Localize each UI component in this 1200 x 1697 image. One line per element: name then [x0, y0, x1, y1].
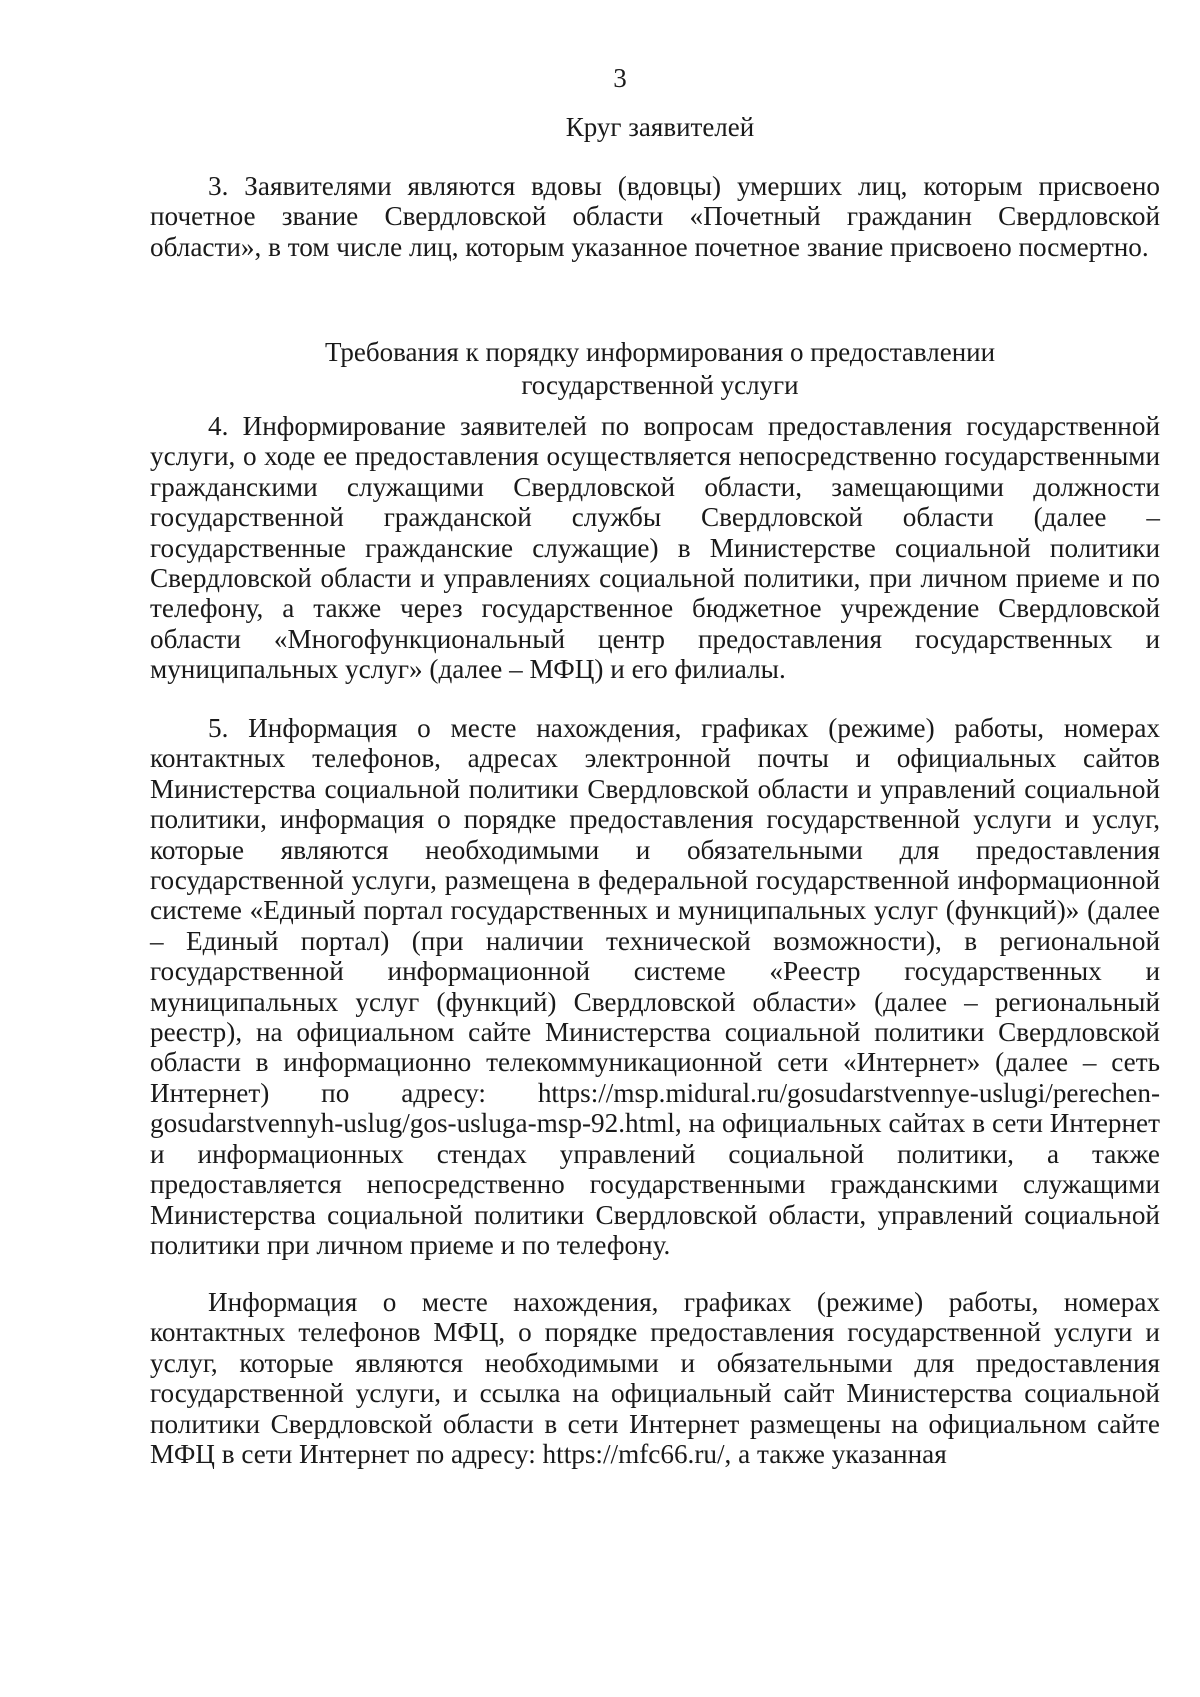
page-number: 3: [613, 63, 627, 93]
paragraph-3-applicants: 3. Заявителями являются вдовы (вдовцы) умерших лиц, которым присвоено почетное звание Свердловской области «Почетный гражданин Свердловской области», в том числе лиц, которым указанное почетное звание присвоено посмертно.: [150, 171, 1160, 262]
section-heading-informing-requirements: [150, 336, 1170, 402]
paragraph-4-informing: 4. Информирование заявителей по вопросам предоставления государственной услуги, о ходе ее предоставления осуществляется непосредственно государственными гражданскими служащими Свердловской области, замещающими должности государственной гражданской службы Свердловской области (далее – государственные гражданские служащие) в Министерстве социальной политики Свердловской области и управлениях социальной политики, при личном приеме и по телефону, а также через государственное бюджетное учреждение Свердловской области «Многофункциональный центр предоставления государственных и муниципальных услуг» (далее – МФЦ) и его филиалы.: [150, 411, 1160, 685]
section-heading-line-1: Требования к порядку информирования о предоставлении: [324, 337, 996, 367]
section-heading-applicants: Круг заявителей: [565, 112, 755, 142]
section-heading-line-2: государственной услуги: [521, 370, 799, 400]
paragraph-mfc-information: Информация о месте нахождения, графиках (режиме) работы, номерах контактных телефонов МФЦ, о порядке предоставления государственной услуги и услуг, которые являются необходимыми и обязательными для предоставления государственной услуги, и ссылка на официальный сайт Министерства социальной политики Свердловской области в сети Интернет размещены на официальном сайте МФЦ в сети Интернет по адресу: https://mfc66.ru/, а также указанная: [150, 1287, 1160, 1470]
paragraph-5-information-placement: 5. Информация о месте нахождения, графиках (режиме) работы, номерах контактных телефонов, адресах электронной почты и официальных сайтов Министерства социальной политики Свердловской области и управлений социальной политики, информация о порядке предоставления государственной услуги и услуг, которые являются необходимыми и обязательными для предоставления государственной услуги, размещена в федеральной государственной информационной системе «Единый портал государственных и муниципальных услуг (функций)» (далее – Единый портал) (при наличии технической возможности), в региональной государственной информационной системе «Реестр государственных и муниципальных услуг (функций) Свердловской области» (далее – региональный реестр), на официальном сайте Министерства социальной политики Свердловской области в информационно телекоммуникационной сети «Интернет» (далее – сеть Интернет) по адресу: https://msp.midural.ru/gosudarstvennye-uslugi/perechen-gosudarstvennyh-uslug/gos-usluga-msp-92.html, на официальных сайтах в сети Интернет и информационных стендах управлений социальной политики, а также предоставляется непосредственно государственными гражданскими служащими Министерства социальной политики Свердловской области, управлений социальной политики при личном приеме и по телефону.: [150, 713, 1160, 1260]
